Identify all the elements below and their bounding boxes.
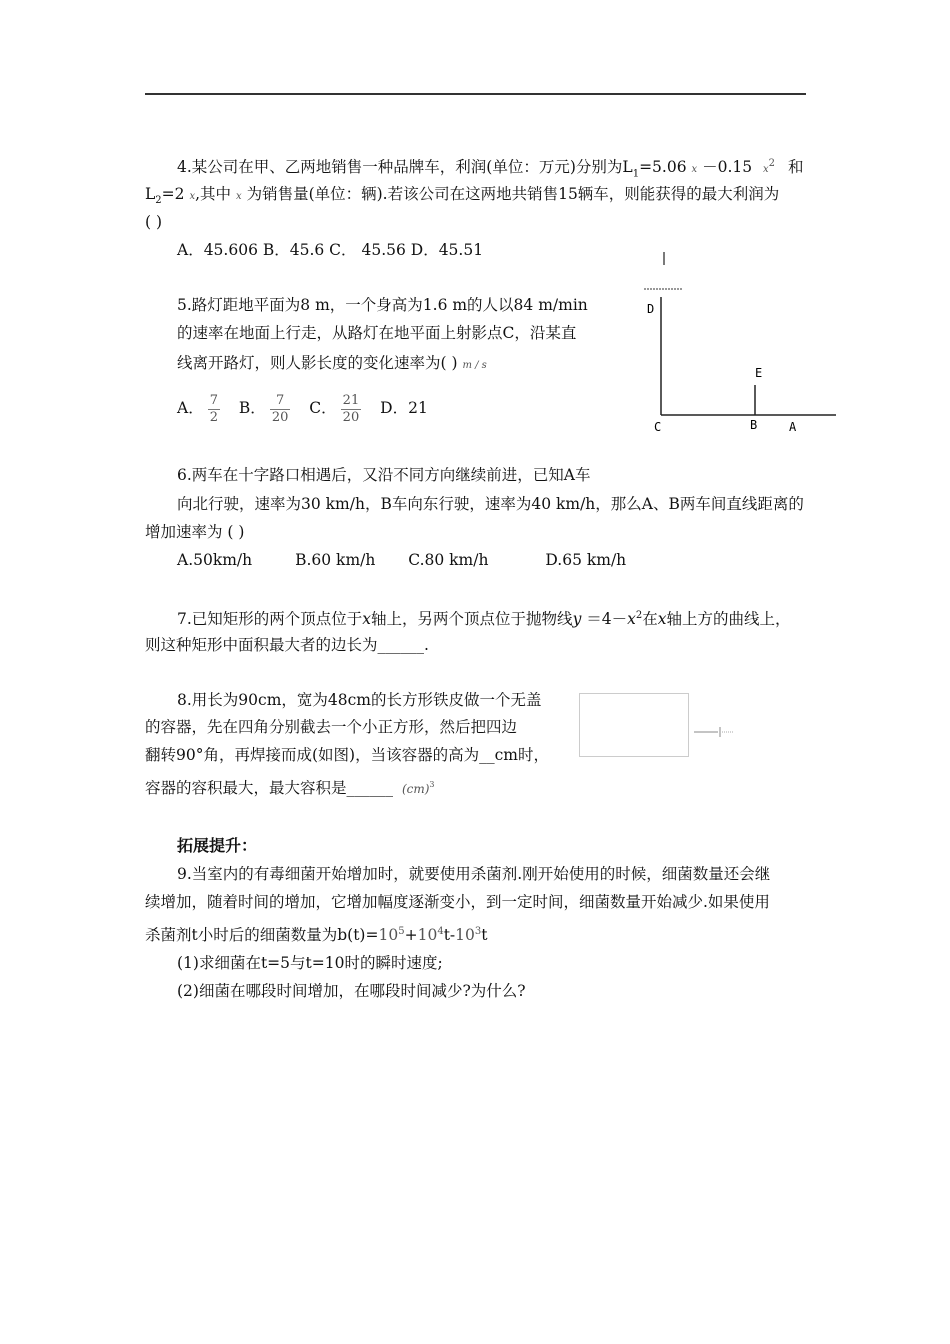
ext-num: 10 [417,926,438,945]
ext-heading: 拓展提升： [177,836,258,855]
q4-text: =5.06 [639,158,687,177]
ext-sub2: (2)细菌在哪段时间增加，在哪段时间减少?为什么? [177,982,526,1000]
q8-text: 容器的容积最大，最大容积是______ [145,779,394,798]
label-d: D [647,302,655,316]
q4-text: ,其中 [195,185,232,203]
q8-line2: 的容器，先在四角分别截去一个小正方形，然后把四边 [145,718,518,736]
q8-line1: 8.用长为90cm，宽为48cm的长方形铁皮做一个无盖 [177,691,542,709]
q4-options: A．45.606 B．45.6 C． 45.56 D．45.51 [177,241,484,259]
ext-sup: 4 [437,926,444,937]
q4-text: 4.某公司在甲、乙两地销售一种品牌车，利润(单位：万元)分别为L [177,158,633,177]
q4-x: x [763,164,769,176]
q7-text: 轴上方的曲线上， [666,610,791,629]
q4-text: 和 [787,158,804,177]
q6-line2: 向北行驶，速率为30 km/h，B车向东行驶，速率为40 km/h，那么A、B两车间直线距离的 [177,495,804,513]
q4-sub: 1 [632,168,640,180]
den: 20 [342,409,360,425]
q8-unit-sup: 3 [429,780,435,789]
q4-line2 [145,184,779,211]
q5-opt: B． [238,399,266,417]
q4-text: =2 [161,185,185,203]
q5-opt: A． [177,399,204,417]
q6-opt-a: A.50km/h [177,551,253,569]
frac-a [208,393,220,426]
ext-sub1: (1)求细菌在t=5与t=10时的瞬时速度; [177,954,443,972]
figure-marker [694,724,738,740]
q6-opt-c: C.80 km/h [408,551,489,569]
label-b: B [750,418,758,432]
ext-num: 10 [378,926,399,945]
q4-x: x [189,191,196,202]
ext-line3 [145,922,488,945]
q6-opt-b: B.60 km/h [295,551,376,569]
q5-text: 线离开路灯，则人影长度的变化速率为( ) [177,354,458,372]
q6-opt-d: D.65 km/h [545,551,627,569]
header-rule [145,93,806,95]
ext-sup: 5 [398,926,405,937]
q8-text: cm时， [494,746,549,764]
ext-line1: 9.当室内的有毒细菌开始增加时，就要使用杀菌剂.刚开始使用的时候，细菌数量还会继 [177,865,771,883]
ext-text: t [481,926,488,945]
ext-text: + [404,926,418,945]
q5-line1: 5.路灯距地平面为8 m，一个身高为1.6 m的人以84 m/min [177,296,588,314]
label-a: A [789,420,797,434]
q4-text: －0.15 [702,158,753,177]
den: 2 [209,409,218,425]
q7-var: y [572,610,582,629]
label-c: C [654,420,662,434]
q7-var: x [657,610,667,629]
q8-unit: (cm) [401,782,430,797]
label-e: E [755,366,763,380]
q4-text: L [145,185,156,203]
ext-num: 10 [455,926,475,945]
ext-line2: 续增加，随着时间的增加，它增加幅度逐渐变小，到一定时间，细菌数量开始减少.如果使用 [145,893,770,911]
q4-sub: 2 [155,195,162,207]
q5-line3 [177,353,487,376]
q4-line3: ( ) [145,213,163,231]
q7-text: ＝4－ [581,610,628,629]
ext-sup: 3 [474,926,482,937]
frac-b [270,393,291,426]
q4-x: x [691,164,698,176]
container-figure [579,693,689,757]
q6-options [177,550,626,570]
q5-opt: C． [309,399,337,417]
q5-line2: 的速率在地面上行走，从路灯在地平面上射影点C，沿某直 [177,324,577,342]
q6-line1: 6.两车在十字路口相遇后，又沿不同方向继续前进，已知A车 [177,466,591,484]
ext-text: 杀菌剂t小时后的细菌数量为b(t)= [145,926,379,945]
q7-line2: 则这种矩形中面积最大者的边长为______. [145,636,429,654]
q7-line1 [177,606,791,629]
q5-opt: D．21 [380,399,428,417]
q8-line4 [145,775,435,799]
q4-x: x [235,191,242,202]
q6-line3: 增加速率为 ( ) [145,523,245,541]
q7-text: 7.已知矩形的两个顶点位于 [177,610,363,629]
q7-text: 在 [642,610,658,629]
q7-sup: 2 [635,610,643,621]
q7-var: x [627,610,636,629]
num: 21 [342,392,360,408]
q4-sup: 2 [768,158,776,169]
q4-text: 为销售量(单位：辆).若该公司在这两地共销售15辆车，则能获得的最大利润为 [246,185,780,203]
q8-line3 [145,745,549,765]
num: 7 [270,393,291,410]
streetlight-figure [640,245,840,440]
q5-unit: m / s [462,360,487,371]
q7-text: 轴上，另两个顶点位于抛物线 [371,610,573,629]
den: 20 [271,409,289,425]
ext-text: t- [443,926,456,945]
q4-line1 [177,154,804,184]
q7-var: x [362,610,372,629]
frac-c [341,393,362,426]
q8-text: 翻转90°角，再焊接而成(如图)，当该容器的高为 [145,746,480,764]
q5-options [177,386,428,430]
num: 7 [209,392,218,408]
q8-blank: __ [479,746,495,764]
